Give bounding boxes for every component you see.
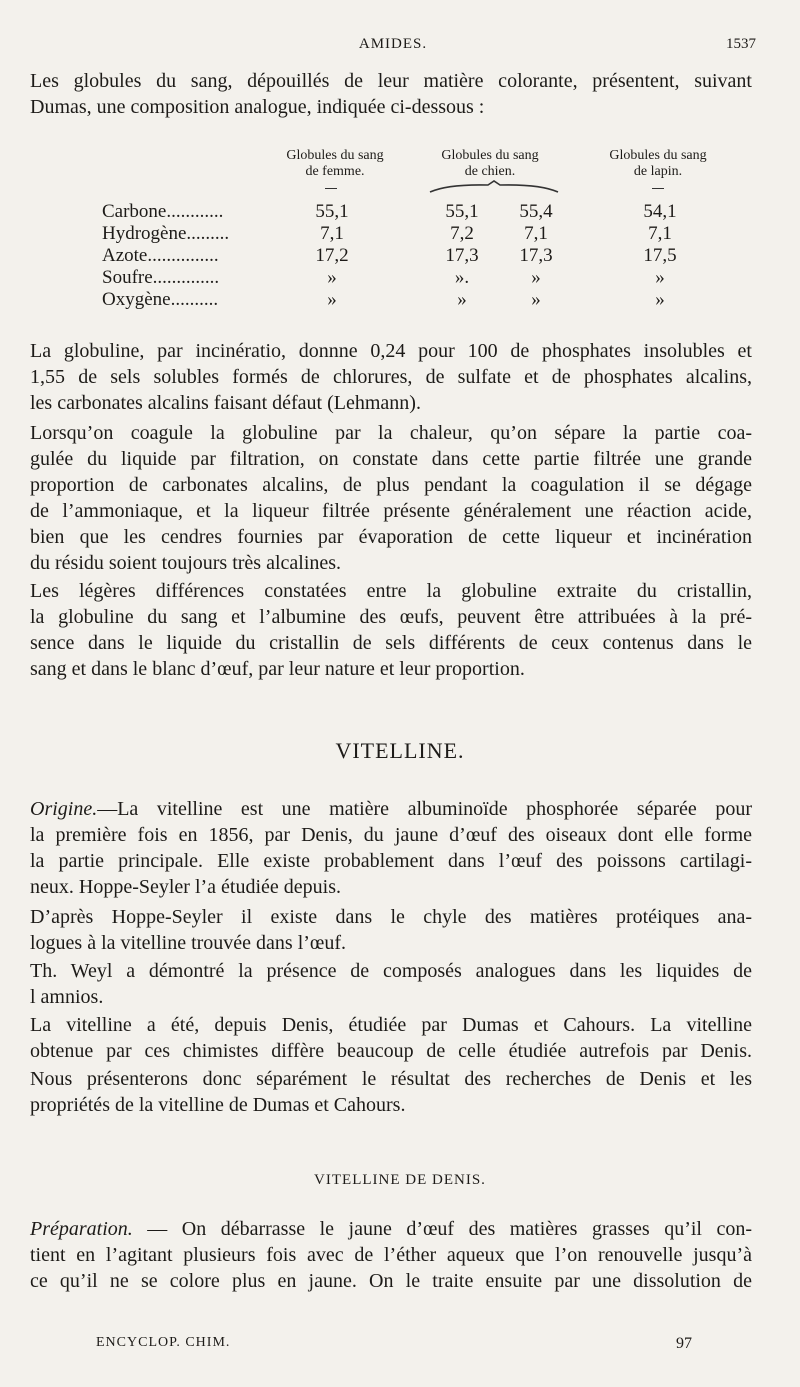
paragraph-line: l amnios. [30, 986, 104, 1008]
cell: » [457, 289, 467, 310]
cell: 55,1 [445, 201, 479, 222]
origine-label: Origine. [30, 798, 98, 820]
running-title: AMIDES. [358, 36, 428, 52]
composition-table [0, 0, 800, 320]
cell: 17,5 [643, 245, 677, 266]
cell: 55,4 [519, 201, 553, 222]
paragraph-line: logues à la vitelline trouvée dans l’œuf. [30, 932, 347, 954]
paragraph-line: La globuline, par incinératio, donnne 0,24 pour 100 de phosphates insolubles et [30, 340, 752, 362]
paragraph-line: proportion de carbonates alcalins, de plus pendant la coagulation il se dégage [30, 474, 752, 496]
header-chien-line2: de chien. [464, 164, 516, 179]
cell: » [531, 289, 541, 310]
preparation-text: — On débarrasse le jaune d’œuf des matières grasses qu’il con- [147, 1218, 753, 1240]
subsection-title: VITELLINE DE DENIS. [314, 1172, 486, 1188]
header-rule-lapin [652, 188, 664, 189]
paragraph-line: D’après Hoppe-Seyler il existe dans le chyle des matières protéiques ana- [30, 906, 752, 928]
row-label: Azote............... [102, 245, 219, 266]
cell: » [327, 267, 337, 288]
header-femme [270, 148, 400, 180]
cell: 7,1 [320, 223, 344, 244]
section-title: VITELLINE. [335, 738, 465, 763]
header-femme-line1: Globules du sang [286, 148, 384, 163]
cell: » [655, 289, 665, 310]
row-label: Soufre.............. [102, 267, 220, 288]
paragraph-line: sang et dans le blanc d’œuf, par leur nature et leur proportion. [30, 658, 525, 680]
paragraph-line: gulée du liquide par filtration, on constate dans cette partie filtrée une grande [30, 448, 752, 470]
cell: 17,3 [519, 245, 553, 266]
paragraph-line: Lorsqu’on coagule la globuline par la chaleur, qu’on sépare la partie coa- [30, 422, 752, 444]
paragraph-line: 1,55 de sels solubles formés de chlorures, de sulfate et de phosphates alcalins, [30, 366, 752, 388]
cell: 7,1 [524, 223, 548, 244]
paragraph-line: Nous présenterons donc séparément le résultat des recherches de Denis et les [30, 1068, 752, 1090]
brace-chien-icon [428, 180, 560, 194]
paragraph-line: La vitelline a été, depuis Denis, étudiée par Dumas et Cahours. La vitelline [30, 1014, 752, 1036]
footer-signature: ENCYCLOP. CHIM. [96, 1335, 231, 1350]
header-lapin-line2: de lapin. [633, 164, 683, 179]
preparation-label: Préparation. [30, 1218, 133, 1240]
paragraph-line: sence dans le liquide du cristallin de sels différents de ceux contenus dans le [30, 632, 752, 654]
intro-line-2: Dumas, une composition analogue, indiquée ci-dessous : [30, 96, 485, 118]
preparation-line-1 [30, 1216, 752, 1242]
cell: 17,2 [315, 245, 349, 266]
intro-line-1: Les globules du sang, dépouillés de leur matière colorante, présentent, suivant [30, 70, 752, 92]
paragraph-line: ce qu’il ne se colore plus en jaune. On le traite ensuite par une dissolution de [30, 1270, 752, 1292]
paragraph-line: du résidu soient toujours très alcalines. [30, 552, 342, 574]
paragraph-line: propriétés de la vitelline de Dumas et Cahours. [30, 1094, 406, 1116]
cell: 17,3 [445, 245, 479, 266]
cell: » [327, 289, 337, 310]
paragraph-line: les carbonates alcalins faisant défaut (Lehmann). [30, 392, 421, 414]
header-chien [425, 148, 555, 180]
origine-text: —La vitelline est une matière albuminoïde phosphorée séparée pour [97, 798, 752, 820]
header-rule-femme [325, 188, 337, 189]
paragraph-line: bien que les cendres fournies par évaporation de cette liqueur et incinération [30, 526, 752, 548]
page-number: 1537 [726, 36, 756, 52]
origine-line-1 [30, 796, 752, 822]
row-label: Carbone............ [102, 201, 224, 222]
paragraph-line: Les légères différences constatées entre la globuline extraite du cristallin, [30, 580, 752, 602]
paragraph-line: de l’ammoniaque, et la liqueur filtrée présente généralement une réaction acide, [30, 500, 752, 522]
cell: ». [454, 267, 470, 288]
header-chien-line1: Globules du sang [441, 148, 539, 163]
row-label: Oxygène.......... [102, 289, 219, 310]
paragraph-line: Th. Weyl a démontré la présence de composés analogues dans les liquides de [30, 960, 752, 982]
footer-sheet-number: 97 [676, 1335, 692, 1352]
row-label: Hydrogène......... [102, 223, 230, 244]
cell: 7,2 [450, 223, 474, 244]
paragraph-line: la partie principale. Elle existe probablement dans l’œuf des poissons cartilagi- [30, 850, 752, 872]
cell: » [655, 267, 665, 288]
cell: 54,1 [643, 201, 677, 222]
cell: 55,1 [315, 201, 349, 222]
cell: » [531, 267, 541, 288]
cell: 7,1 [648, 223, 672, 244]
paragraph-line: obtenue par ces chimistes diffère beaucoup de celle étudiée autrefois par Denis. [30, 1040, 752, 1062]
header-lapin [593, 148, 723, 180]
header-lapin-line1: Globules du sang [609, 148, 707, 163]
header-femme-line2: de femme. [305, 164, 365, 179]
paragraph-line: neux. Hoppe-Seyler l’a étudiée depuis. [30, 876, 342, 898]
paragraph-line: tient en l’agitant plusieurs fois avec de l’éther aqueux que l’on renouvelle jusqu’à [30, 1244, 752, 1266]
paragraph-line: la première fois en 1856, par Denis, du jaune d’œuf des oiseaux dont elle forme [30, 824, 752, 846]
paragraph-line: la globuline du sang et l’albumine des œufs, peuvent être attribuées à la pré- [30, 606, 752, 628]
